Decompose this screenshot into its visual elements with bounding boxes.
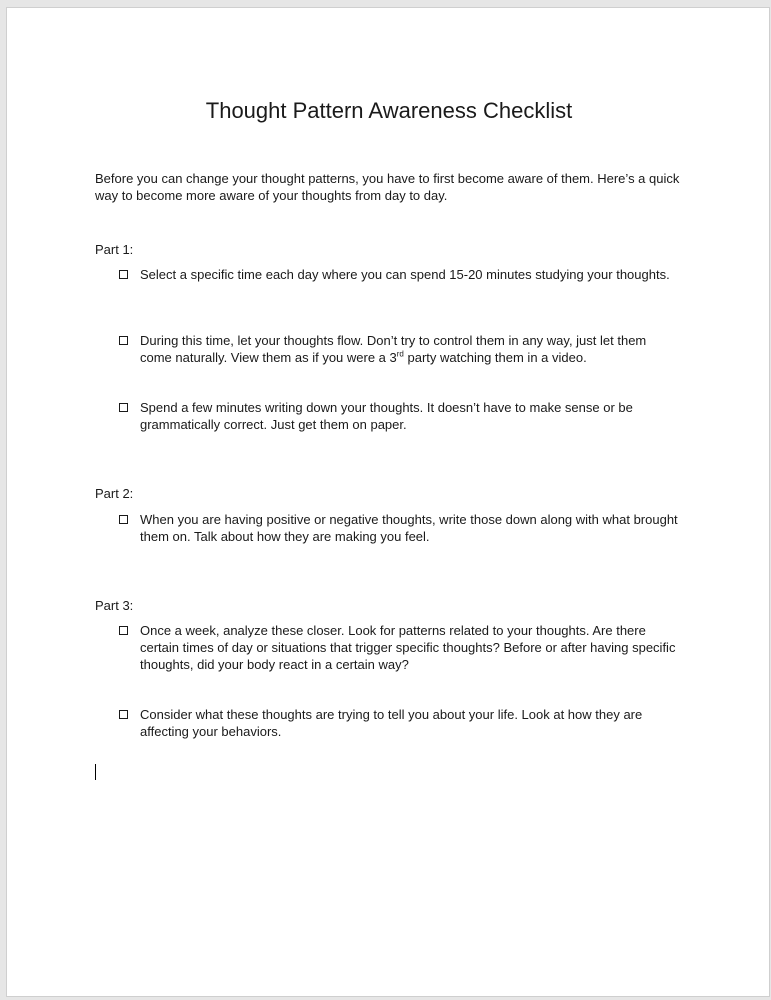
checkbox-icon[interactable]: [119, 270, 128, 279]
checklist-item-text: Select a specific time each day where you can spend 15-20 minutes studying your thoughts.: [140, 267, 670, 282]
checkbox-icon[interactable]: [119, 515, 128, 524]
checklist-item-text: Consider what these thoughts are trying to tell you about your life. Look at how they are affecting your behaviors.: [140, 707, 643, 739]
checklist-item-text: [140, 332, 680, 366]
checklist-item-text: Spend a few minutes writing down your thoughts. It doesn’t have to make sense or be grammatically correct. Just get them on paper.: [140, 400, 633, 432]
intro-paragraph: Before you can change your thought patterns, you have to first become aware of them. Here’s a quick way to become more aware of your thoughts from day to day.: [95, 171, 680, 203]
checklist-item-text: Once a week, analyze these closer. Look for patterns related to your thoughts. Are there certain times of day or situations that trigger specific thoughts? Before or after having specific thoughts, did your body react in a certain way?: [140, 623, 676, 672]
checkbox-icon[interactable]: [119, 626, 128, 635]
document-page[interactable]: [6, 7, 770, 997]
part-1-label: Part 1:: [95, 242, 134, 257]
text-cursor: [95, 764, 96, 780]
checklist-item-text-part: party watching them in a video.: [403, 350, 587, 365]
document-title: Thought Pattern Awareness Checklist: [205, 98, 573, 123]
superscript: rd: [396, 349, 404, 359]
part-2-label: Part 2:: [95, 486, 134, 501]
checkbox-icon[interactable]: [119, 403, 128, 412]
checkbox-icon[interactable]: [119, 336, 128, 345]
checklist-item-text: When you are having positive or negative thoughts, write those down along with what brought them on. Talk about how they are making you feel.: [140, 512, 678, 544]
checklist-item-text-part: During this time, let your thoughts flow. Don’t try to control them in any way, just let them come naturally. View them as if you were a 3: [140, 333, 647, 365]
part-3-label: Part 3:: [95, 598, 134, 613]
checkbox-icon[interactable]: [119, 710, 128, 719]
